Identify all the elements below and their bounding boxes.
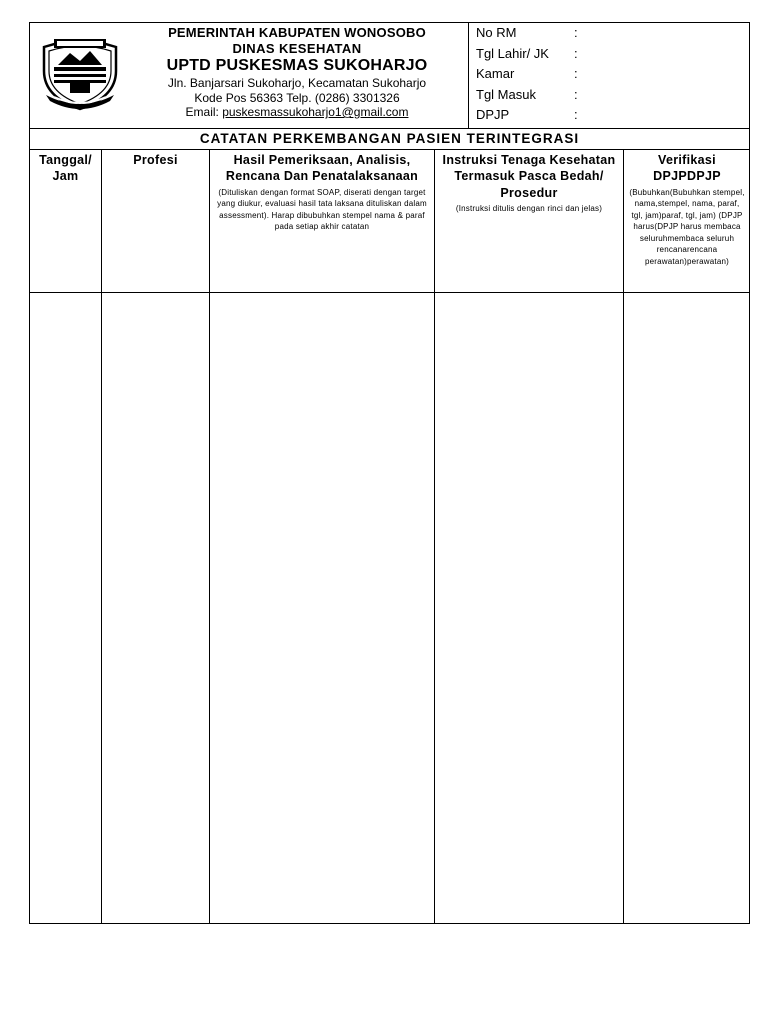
info-label: Tgl Lahir/ JK bbox=[476, 45, 549, 61]
column-heading: Verifikasi DPJPDPJP bbox=[653, 153, 721, 184]
column-note: (Bubuhkan(Bubuhkan stempel, nama,stempel, nama, paraf, tgl, jam)paraf, tgl, jam) (DPJP harus(DPJP harus membaca seluruhmembaca seluruh rencanarencana perawatan)perawatan) bbox=[629, 187, 745, 267]
info-row-dpjp bbox=[476, 106, 746, 127]
info-label: DPJP bbox=[476, 107, 510, 122]
info-row-kamar bbox=[476, 65, 746, 86]
column-header-hasil bbox=[212, 152, 432, 233]
org-line-1: PEMERINTAH KABUPATEN WONOSOBO bbox=[168, 25, 426, 40]
info-colon: : bbox=[574, 66, 578, 81]
email-label: Email: bbox=[185, 105, 223, 120]
info-colon: : bbox=[574, 107, 578, 122]
info-colon: : bbox=[574, 25, 578, 40]
org-address: Jln. Banjarsari Sukoharjo, Kecamatan Sukoharjo bbox=[167, 76, 427, 91]
column-heading: Hasil Pemeriksaan, Analisis, Rencana Dan Penatalaksanaan bbox=[225, 153, 419, 184]
form-header bbox=[30, 23, 749, 129]
column-header-tanggal bbox=[30, 152, 101, 185]
column-header-profesi bbox=[102, 152, 209, 168]
header-divider bbox=[468, 23, 469, 128]
info-label: No RM bbox=[476, 25, 517, 40]
column-header-instruksi bbox=[437, 152, 621, 214]
form-title: CATATAN PERKEMBANGAN PASIEN TERINTEGRASI bbox=[30, 129, 749, 150]
column-note: (Instruksi ditulis dengan rinci dan jelas) bbox=[455, 203, 603, 213]
form-sheet bbox=[29, 22, 750, 924]
column-heading: Profesi bbox=[133, 153, 178, 167]
column-divider bbox=[101, 150, 102, 923]
info-colon: : bbox=[574, 45, 578, 61]
org-postal: Kode Pos 56363 Telp. (0286) 3301326 bbox=[194, 90, 400, 105]
org-email-line bbox=[126, 105, 468, 119]
organization-block bbox=[126, 25, 468, 120]
government-emblem-icon bbox=[40, 31, 120, 111]
column-divider bbox=[209, 150, 210, 923]
email-link[interactable]: puskesmassukoharjo1@gmail.com bbox=[222, 105, 409, 120]
column-divider bbox=[434, 150, 435, 923]
info-row-no-rm bbox=[476, 24, 746, 45]
info-label: Tgl Masuk bbox=[476, 86, 536, 102]
info-row-tgl-masuk bbox=[476, 86, 746, 107]
column-heading: Tanggal/ Jam bbox=[39, 153, 92, 184]
column-header-verifikasi bbox=[626, 152, 748, 268]
column-heading: Instruksi Tenaga Kesehatan Termasuk Pasca Bedah/ Prosedur bbox=[442, 153, 616, 200]
org-line-2: DINAS KESEHATAN bbox=[232, 40, 362, 56]
org-name: UPTD PUSKESMAS SUKOHARJO bbox=[166, 57, 428, 75]
column-divider bbox=[623, 150, 624, 923]
progress-notes-table bbox=[30, 150, 749, 923]
patient-info bbox=[476, 24, 746, 127]
info-row-tgl-lahir bbox=[476, 45, 746, 66]
info-colon: : bbox=[574, 86, 578, 102]
column-note: (Dituliskan dengan format SOAP, diserati dengan target yang diukur, evaluasi hasil tata laksana dituliskan dalam assessment). Harap dibubuhkan stempel nama & paraf pada setiap akhir catatan bbox=[217, 187, 427, 232]
info-label: Kamar bbox=[476, 66, 515, 81]
